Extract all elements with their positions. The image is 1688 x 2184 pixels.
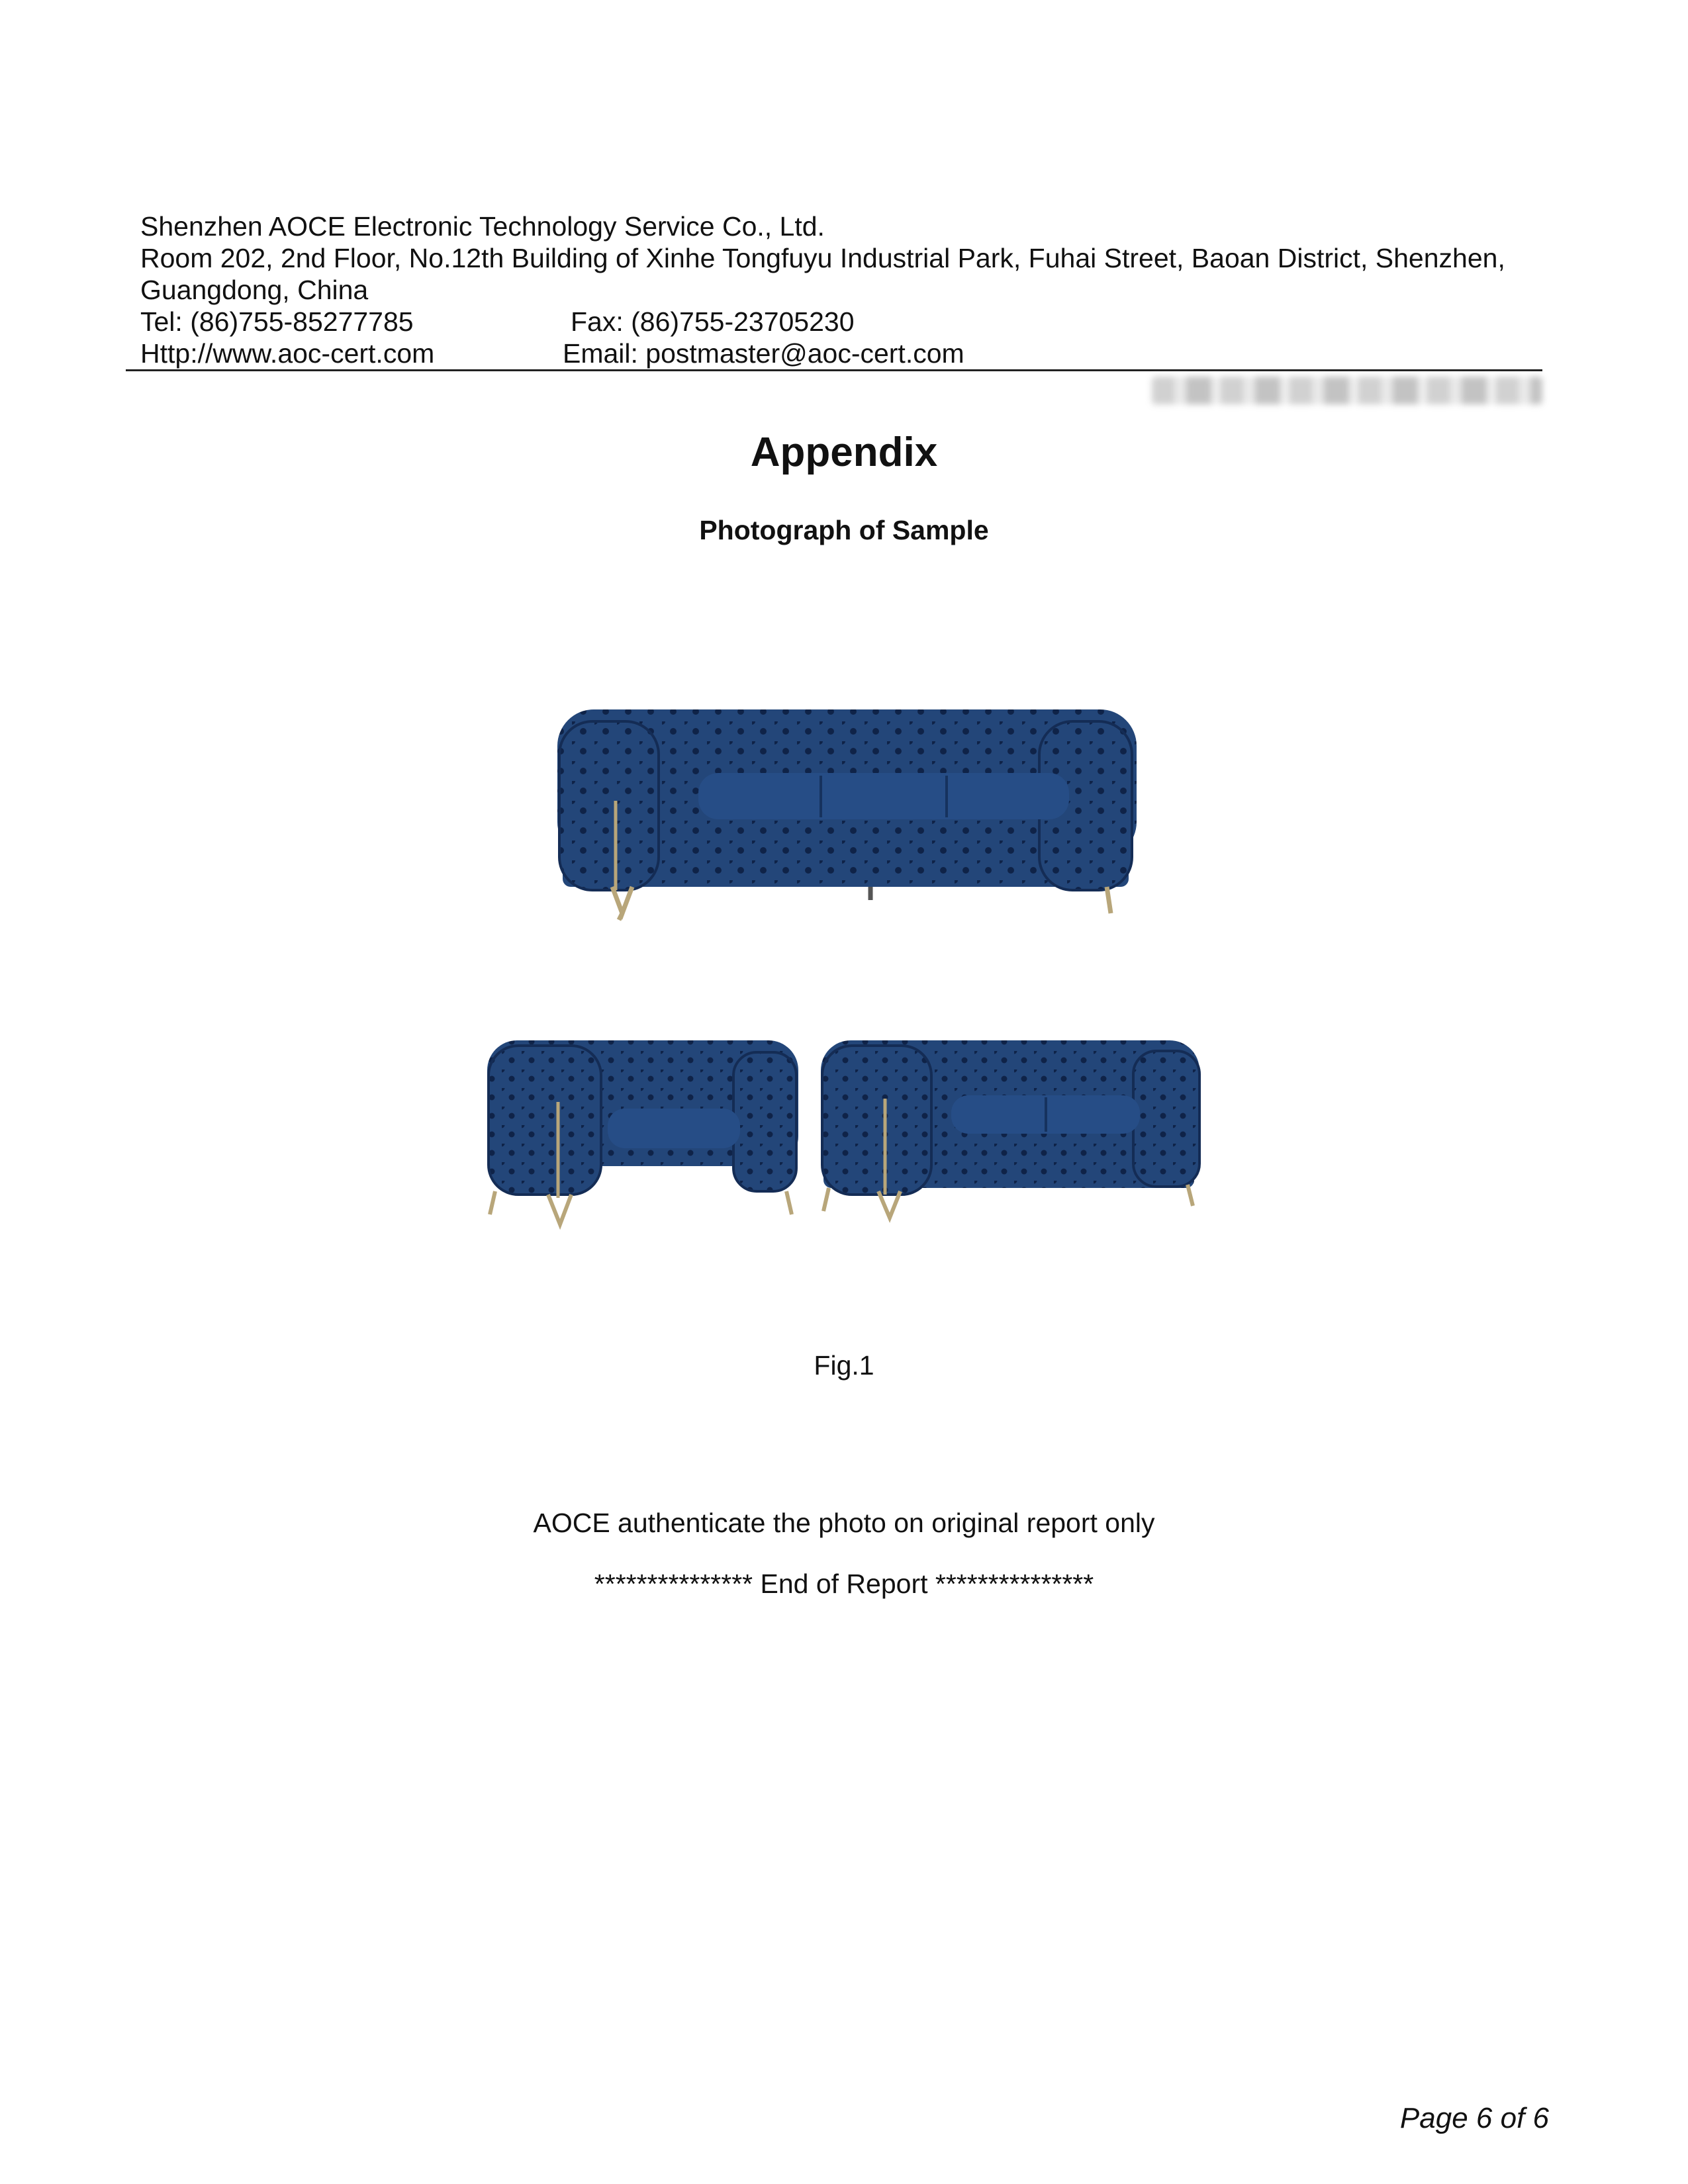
company-fax: Fax: (86)755-23705230	[571, 306, 855, 337]
company-name: Shenzhen AOCE Electronic Technology Service Co., Ltd.	[140, 211, 825, 242]
page-number: Page 6 of 6	[1399, 2102, 1549, 2134]
figure-caption: Fig.1	[814, 1350, 874, 1381]
end-of-report: *************** End of Report ***************	[594, 1569, 1094, 1599]
company-tel: Tel: (86)755-85277785	[140, 306, 414, 337]
header-rule	[126, 369, 1542, 371]
redacted-report-number	[1152, 377, 1542, 404]
loveseat-photo	[816, 1032, 1206, 1231]
company-address-line2: Guangdong, China	[140, 275, 369, 305]
three-seat-sofa-photo	[549, 702, 1145, 927]
page-title: Appendix	[750, 430, 938, 475]
company-address-line1: Room 202, 2nd Floor, No.12th Building of Xinhe Tongfuyu Industrial Park, Fuhai Street, Baoan District, Shenzhen,	[140, 243, 1505, 273]
armchair-photo	[482, 1032, 803, 1231]
authentication-note: AOCE authenticate the photo on original report only	[533, 1508, 1155, 1538]
company-website: Http://www.aoc-cert.com	[140, 338, 435, 369]
company-email: Email: postmaster@aoc-cert.com	[563, 338, 964, 369]
page-subtitle: Photograph of Sample	[699, 515, 989, 545]
